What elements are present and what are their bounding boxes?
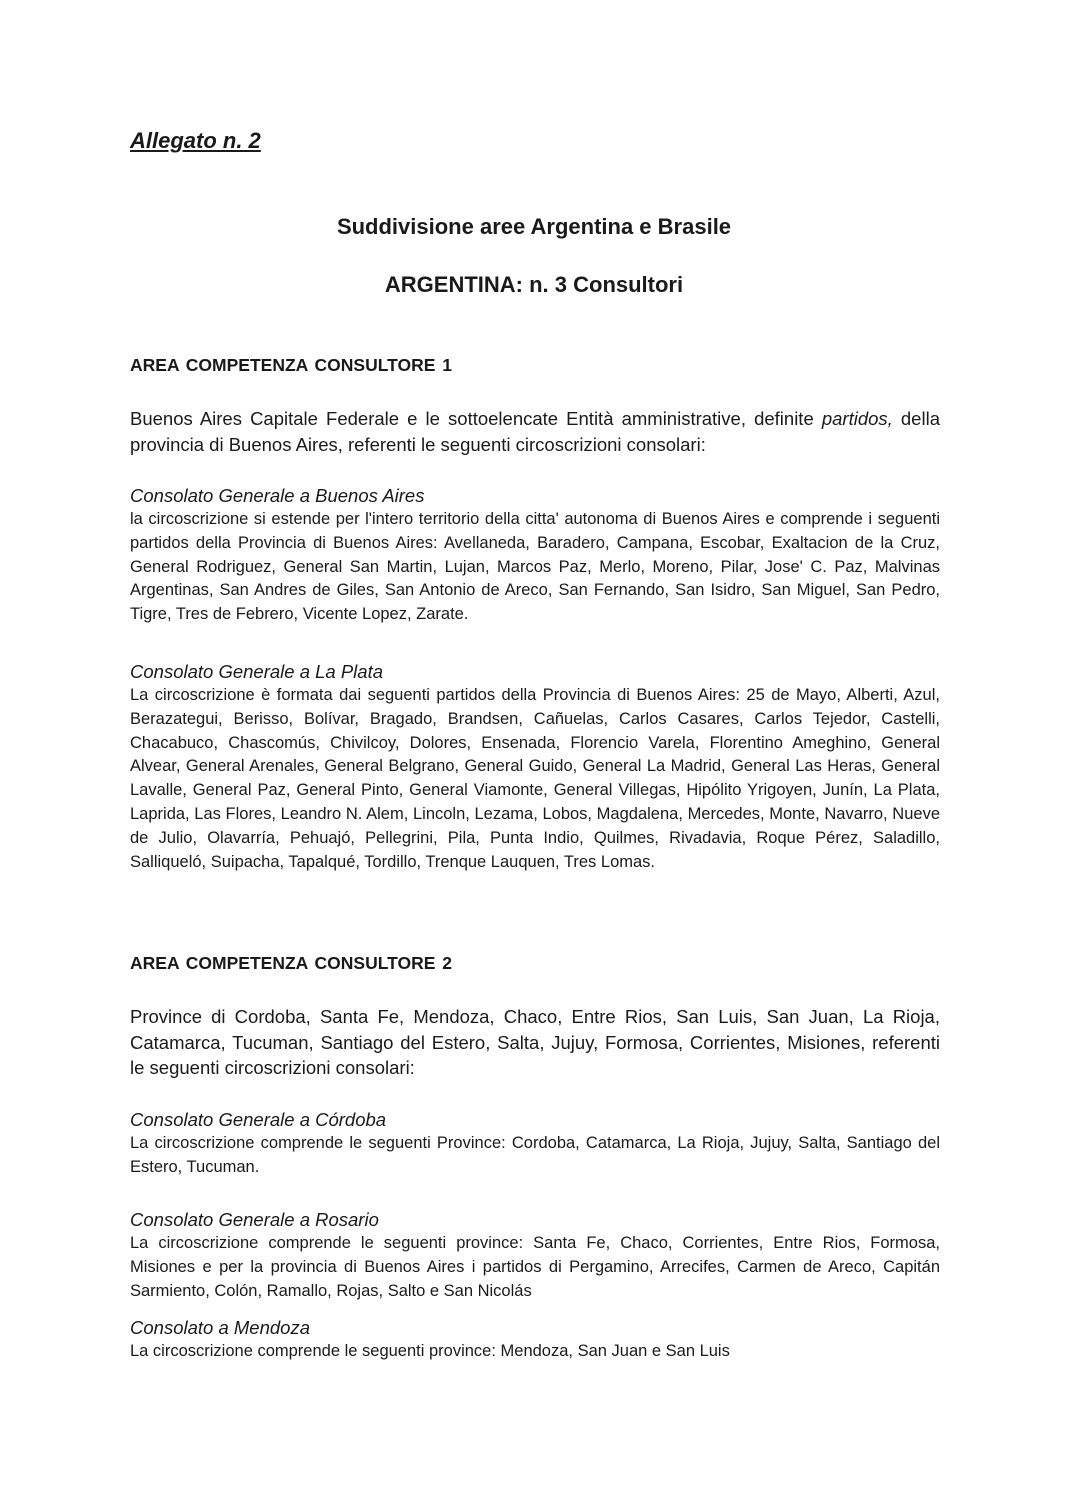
consulate-la-plata	[130, 660, 940, 874]
consulate-rosario	[130, 1208, 940, 1303]
document-subtitle: ARGENTINA: n. 3 Consultori	[384, 272, 684, 297]
area1-intro-before: Buenos Aires Capitale Federale e le sottoelencate Entità amministrative, definite	[130, 408, 822, 429]
annex-label: Allegato n. 2	[130, 128, 261, 153]
consulate-title: Consolato Generale a Buenos Aires	[130, 485, 425, 506]
consulate-mendoza	[130, 1316, 940, 1364]
consulate-title: Consolato Generale a La Plata	[130, 661, 384, 682]
area1-heading: AREA COMPETENZA CONSULTORE 1	[130, 355, 452, 375]
consulate-body: La circoscrizione comprende le seguenti province: Mendoza, San Juan e San Luis	[130, 1342, 730, 1360]
area2-intro: Province di Cordoba, Santa Fe, Mendoza, Chaco, Entre Rios, San Luis, San Juan, La Rioja, Catamarca, Tucuman, Santiago del Estero, Salta, Jujuy, Formosa, Corrientes, Misiones, referenti le seguenti circoscrizioni consolari:	[130, 1006, 940, 1078]
consulate-title: Consolato a Mendoza	[130, 1317, 310, 1338]
area1-intro-emphasis: partidos,	[821, 408, 893, 429]
consulate-body: La circoscrizione comprende le seguenti province: Santa Fe, Chaco, Corrientes, Entre Rios, Formosa, Misiones e per la provincia di Buenos Aires i partidos di Pergamino, Arrecifes, Carmen de Areco, Capitán Sarmiento, Colón, Ramallo, Rojas, Salto e San Nicolás	[130, 1234, 940, 1300]
area2-heading: AREA COMPETENZA CONSULTORE 2	[130, 953, 452, 973]
consulate-body: La circoscrizione comprende le seguenti Province: Cordoba, Catamarca, La Rioja, Jujuy, Salta, Santiago del Estero, Tucuman.	[130, 1134, 940, 1176]
area1-intro	[130, 406, 940, 457]
consulate-title: Consolato Generale a Rosario	[130, 1209, 379, 1230]
consulate-cordoba	[130, 1108, 940, 1180]
consulate-buenos-aires	[130, 484, 940, 627]
area1-intro-after: della provincia di Buenos Aires, referenti le seguenti circoscrizioni consolari:	[130, 408, 940, 455]
consulate-title: Consolato Generale a Córdoba	[130, 1109, 387, 1130]
document-title: Suddivisione aree Argentina e Brasile	[336, 214, 732, 239]
consulate-body: la circoscrizione si estende per l'intero territorio della citta' autonoma di Buenos Aires e comprende i seguenti partidos della Provincia di Buenos Aires: Avellaneda, Baradero, Campana, Escobar, Exaltacion de la Cruz, General Rodriguez, General San Martin, Lujan, Marcos Paz, Merlo, Moreno, Pilar, Jose' C. Paz, Malvinas Argentinas, San Andres de Giles, San Antonio de Areco, San Fernando, San Isidro, San Miguel, San Pedro, Tigre, Tres de Febrero, Vicente Lopez, Zarate.	[130, 510, 940, 624]
consulate-body: La circoscrizione è formata dai seguenti partidos della Provincia di Buenos Aires: 25 de Mayo, Alberti, Azul, Berazategui, Berisso, Bolívar, Bragado, Brandsen, Cañuelas, Carlos Casares, Carlos Tejedor, Castelli, Chacabuco, Chascomús, Chivilcoy, Dolores, Ensenada, Florencio Varela, Florentino Ameghino, General Alvear, General Arenales, General Belgrano, General Guido, General La Madrid, General Las Heras, General Lavalle, General Paz, General Pinto, General Viamonte, General Villegas, Hipólito Yrigoyen, Junín, La Plata, Laprida, Las Flores, Leandro N. Alem, Lincoln, Lezama, Lobos, Magdalena, Mercedes, Monte, Navarro, Nueve de Julio, Olavarría, Pehuajó, Pellegrini, Pila, Punta Indio, Quilmes, Rivadavia, Roque Pérez, Saladillo, Salliqueló, Suipacha, Tapalqué, Tordillo, Trenque Lauquen, Tres Lomas.	[130, 686, 940, 871]
